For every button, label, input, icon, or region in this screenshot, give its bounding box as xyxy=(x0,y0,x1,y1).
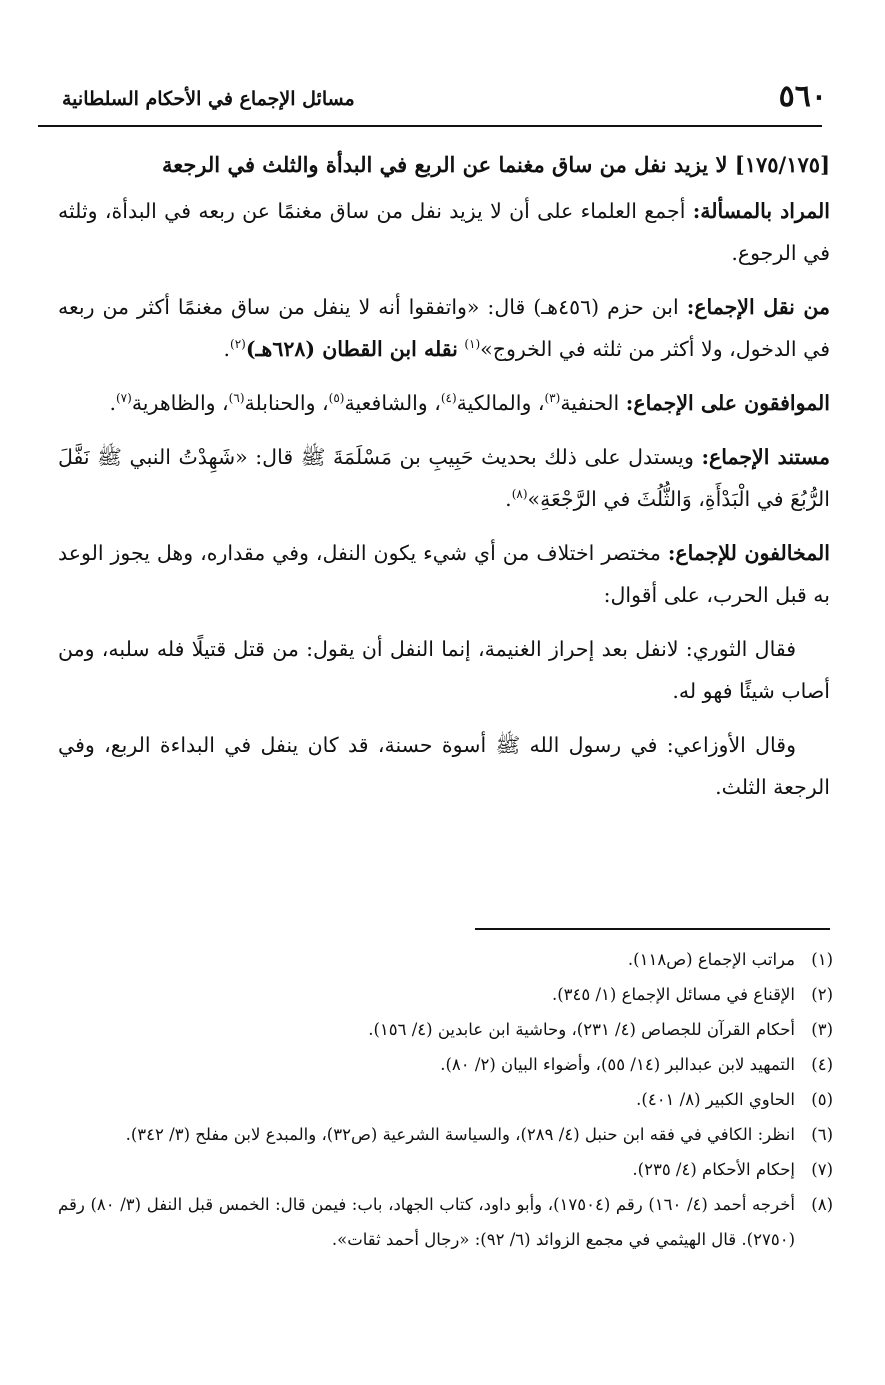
footnote-text: أخرجه أحمد (٤/ ١٦٠) رقم (١٧٥٠٤)، وأبو داود، كتاب الجهاد، باب: فيمن قال: الخمس قبل النفل (٣/ ٨٠) رقم (٢٧٥٠). قال الهيثمي في مجمع الزوائد (٦/ ٩٢): «رجال أحمد ثقات». xyxy=(58,1195,795,1249)
basis-text: ويستدل على ذلك بحديث حَبِيبِ بن مَسْلَمَةَ ﷺ قال: «شَهِدْتُ النبي ﷺ نَفَّلَ الرُّبُعَ في الْبَدْأَةِ، وَالثُّلُثَ في الرَّجْعَةِ» xyxy=(58,445,830,511)
footnote-ref-8: (٨) xyxy=(511,487,528,502)
section-agreeing xyxy=(58,382,830,424)
transmitters-text-1: ابن حزم (٤٥٦هـ) قال: «واتفقوا أنه لا ينفل من ساق مغنمًا أكثر من ربعه في الدخول، ولا أكثر من ثلثه في الخروج» xyxy=(58,295,830,361)
agreeing-zahiri: ، والظاهرية xyxy=(131,391,229,415)
main-text xyxy=(58,144,830,820)
opinion-awzai: وقال الأوزاعي: في رسول الله ﷺ أسوة حسنة، قد كان ينفل في البداءة الربع، وفي الرجعة الثلث. xyxy=(58,733,830,799)
footnote-number: (٤) xyxy=(811,1055,833,1074)
footnote-number: (١) xyxy=(811,950,833,969)
footnote-ref-2: (٢) xyxy=(230,337,246,352)
footnote-number: (٧) xyxy=(811,1160,833,1179)
issue-heading xyxy=(58,144,830,186)
footnote-item xyxy=(58,1082,833,1117)
agreeing-hanafi: الحنفية xyxy=(560,391,620,415)
meaning-label: المراد بالمسألة: xyxy=(692,199,830,223)
header-rule xyxy=(38,125,822,127)
footnote-item xyxy=(58,1187,833,1257)
opinion-thawri: فقال الثوري: لانفل بعد إحراز الغنيمة، إنما النفل أن يقول: من قتل قتيلًا فله سلبه، ومن أصاب شيئًا فهو له. xyxy=(58,637,830,703)
footnote-item xyxy=(58,942,833,977)
footnote-number: (٦) xyxy=(811,1125,833,1144)
agreeing-shafii: ، والشافعية xyxy=(344,391,441,415)
footnote-ref-7: (٧) xyxy=(115,391,132,406)
basis-end: . xyxy=(505,487,512,511)
dissent-text: مختصر اختلاف من أي شيء يكون النفل، وفي مقداره، وهل يجوز الوعد به قبل الحرب، على أقوال: xyxy=(58,541,830,607)
transmitters-end: . xyxy=(223,337,230,361)
page-header xyxy=(62,78,827,122)
footnote-text: الحاوي الكبير (٨/ ٤٠١). xyxy=(636,1090,795,1109)
footnotes xyxy=(58,942,833,1257)
running-title: مسائل الإجماع في الأحكام السلطانية xyxy=(62,88,355,110)
agreeing-maliki: ، والمالكية xyxy=(456,391,545,415)
footnote-ref-1: (١) xyxy=(464,337,481,352)
transmitters-label: من نقل الإجماع: xyxy=(686,295,830,319)
transmitters-text-2: نقله ابن القطان (٦٢٨هـ) xyxy=(245,337,458,361)
footnote-text: الإقناع في مسائل الإجماع (١/ ٣٤٥). xyxy=(551,985,795,1004)
footnote-number: (٢) xyxy=(811,985,833,1004)
footnote-text: إحكام الأحكام (٤/ ٢٣٥). xyxy=(632,1160,795,1179)
footnote-item xyxy=(58,1012,833,1047)
basis-label: مستند الإجماع: xyxy=(701,445,830,469)
dissent-label: المخالفون للإجماع: xyxy=(667,541,830,565)
footnote-ref-5: (٥) xyxy=(328,391,345,406)
footnote-number: (٥) xyxy=(811,1090,833,1109)
page-number: ٥٦٠ xyxy=(778,79,827,114)
agreeing-end: . xyxy=(109,391,116,415)
footnote-text: أحكام القرآن للجصاص (٤/ ٢٣١)، وحاشية ابن عابدين (٤/ ١٥٦). xyxy=(368,1020,795,1039)
agreeing-label: الموافقون على الإجماع: xyxy=(625,391,830,415)
meaning-text: أجمع العلماء على أن لا يزيد نفل من ساق مغنمًا عن ربعه في البدأة، وثلثه في الرجوع. xyxy=(58,199,830,265)
footnote-ref-3: (٣) xyxy=(544,391,561,406)
section-transmitters xyxy=(58,286,830,370)
footnote-number: (٣) xyxy=(811,1020,833,1039)
issue-number: [١٧٥/١٧٥] xyxy=(734,152,830,177)
footnote-item xyxy=(58,1047,833,1082)
footnote-text: التمهيد لابن عبدالبر (١٤/ ٥٥)، وأضواء البيان (٢/ ٨٠). xyxy=(440,1055,795,1074)
footnote-item xyxy=(58,977,833,1012)
section-meaning xyxy=(58,190,830,274)
footnote-item xyxy=(58,1117,833,1152)
footnote-ref-4: (٤) xyxy=(440,391,457,406)
footnote-text: انظر: الكافي في فقه ابن حنبل (٤/ ٢٨٩)، والسياسة الشرعية (ص٣٢)، والمبدع لابن مفلح (٣/ ٣٤٢). xyxy=(125,1125,795,1144)
footnote-number: (٨) xyxy=(811,1195,833,1214)
section-basis xyxy=(58,436,830,520)
footnote-text: مراتب الإجماع (ص١١٨). xyxy=(627,950,795,969)
footnote-separator xyxy=(475,928,830,930)
footnote-item xyxy=(58,1152,833,1187)
issue-title: لا يزيد نفل من ساق مغنما عن الربع في البدأة والثلث في الرجعة xyxy=(161,152,728,177)
agreeing-hanbali: ، والحنابلة xyxy=(244,391,329,415)
footnote-ref-6: (٦) xyxy=(228,391,245,406)
section-dissent xyxy=(58,532,830,616)
